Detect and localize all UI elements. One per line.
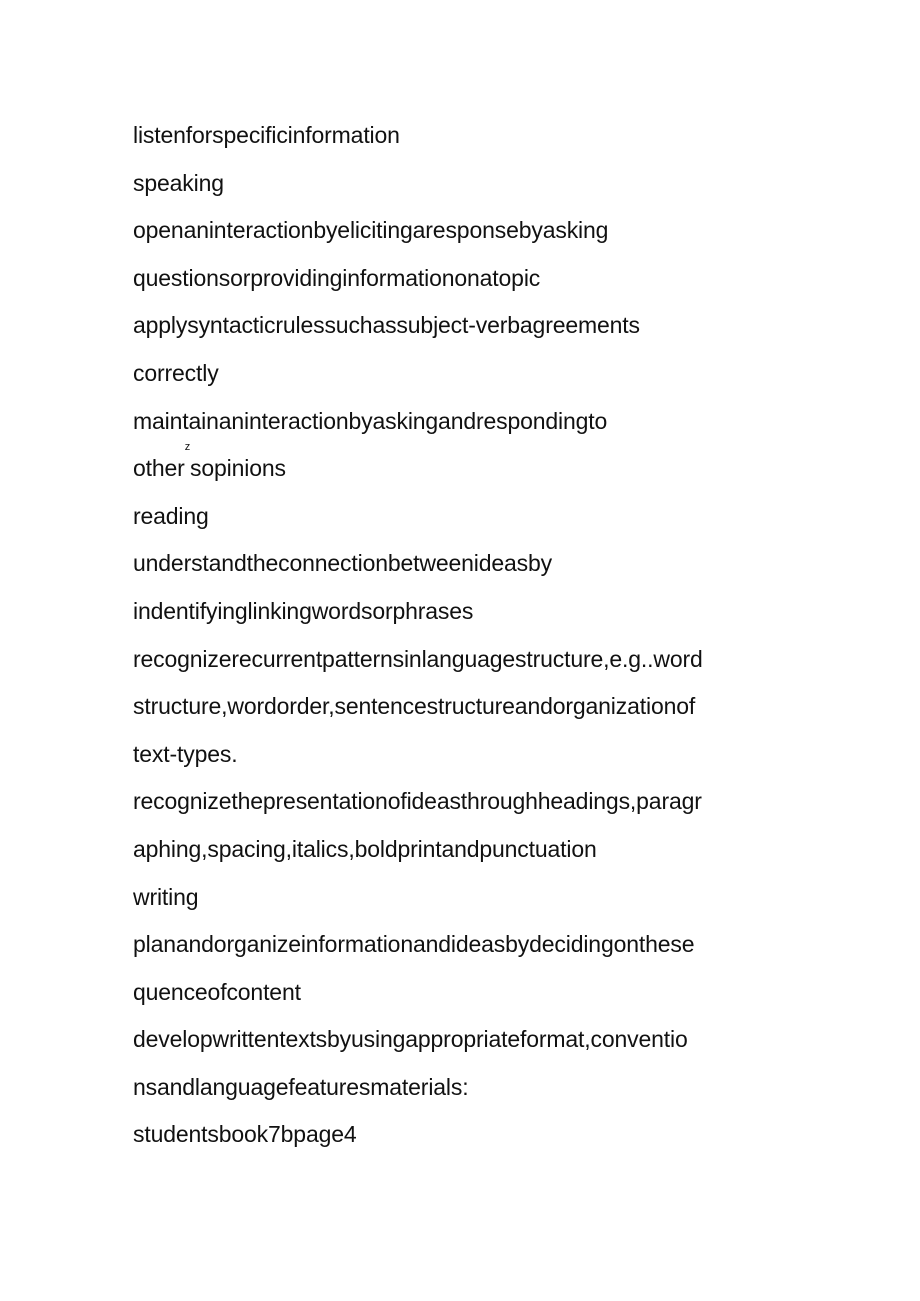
text-line: recognizethepresentationofideasthroughheadings,paragr: [133, 788, 702, 815]
text-line: planandorganizeinformationandideasbydecidingonthese: [133, 931, 695, 958]
text-line: quenceofcontent: [133, 978, 301, 1005]
text-line: structure,wordorder,sentencestructureandorganizationof: [133, 693, 696, 720]
text-line: openaninteractionbyelicitingaresponsebyasking: [133, 217, 609, 244]
superscript-mark: z: [184, 441, 191, 454]
text-line: applysyntacticrulessuchassubject-verbagreements: [133, 312, 640, 339]
text-line: developwrittentextsbyusingappropriateformat,conventio: [133, 1026, 688, 1053]
section-heading-writing: writing: [133, 883, 199, 910]
section-heading-speaking: speaking: [133, 169, 224, 196]
text-line: understandtheconnectionbetweenideasby: [133, 550, 552, 577]
materials-reference: studentsbook7bpage4: [133, 1121, 357, 1148]
text-fragment: sopinions: [190, 455, 286, 482]
text-line: listenforspecificinformation: [133, 122, 400, 148]
text-line: correctly: [133, 359, 219, 386]
text-line: nsandlanguagefeaturesmaterials:: [133, 1073, 469, 1100]
text-line: text-types.: [133, 740, 238, 767]
section-heading-reading: reading: [133, 502, 209, 529]
text-line: indentifyinglinkingwordsorphrases: [133, 597, 474, 624]
text-line: recognizerecurrentpatternsinlanguagestructure,e.g..word: [133, 645, 703, 672]
text-line: maintainaninteractionbyaskingandrespondingto: [133, 407, 608, 434]
text-line: aphing,spacing,italics,boldprintandpunctuation: [133, 835, 597, 862]
document-body: [133, 112, 853, 1159]
text-fragment: other: [133, 455, 185, 482]
text-line: questionsorprovidinginformationonatopic: [133, 264, 541, 291]
text-line: [133, 441, 853, 493]
